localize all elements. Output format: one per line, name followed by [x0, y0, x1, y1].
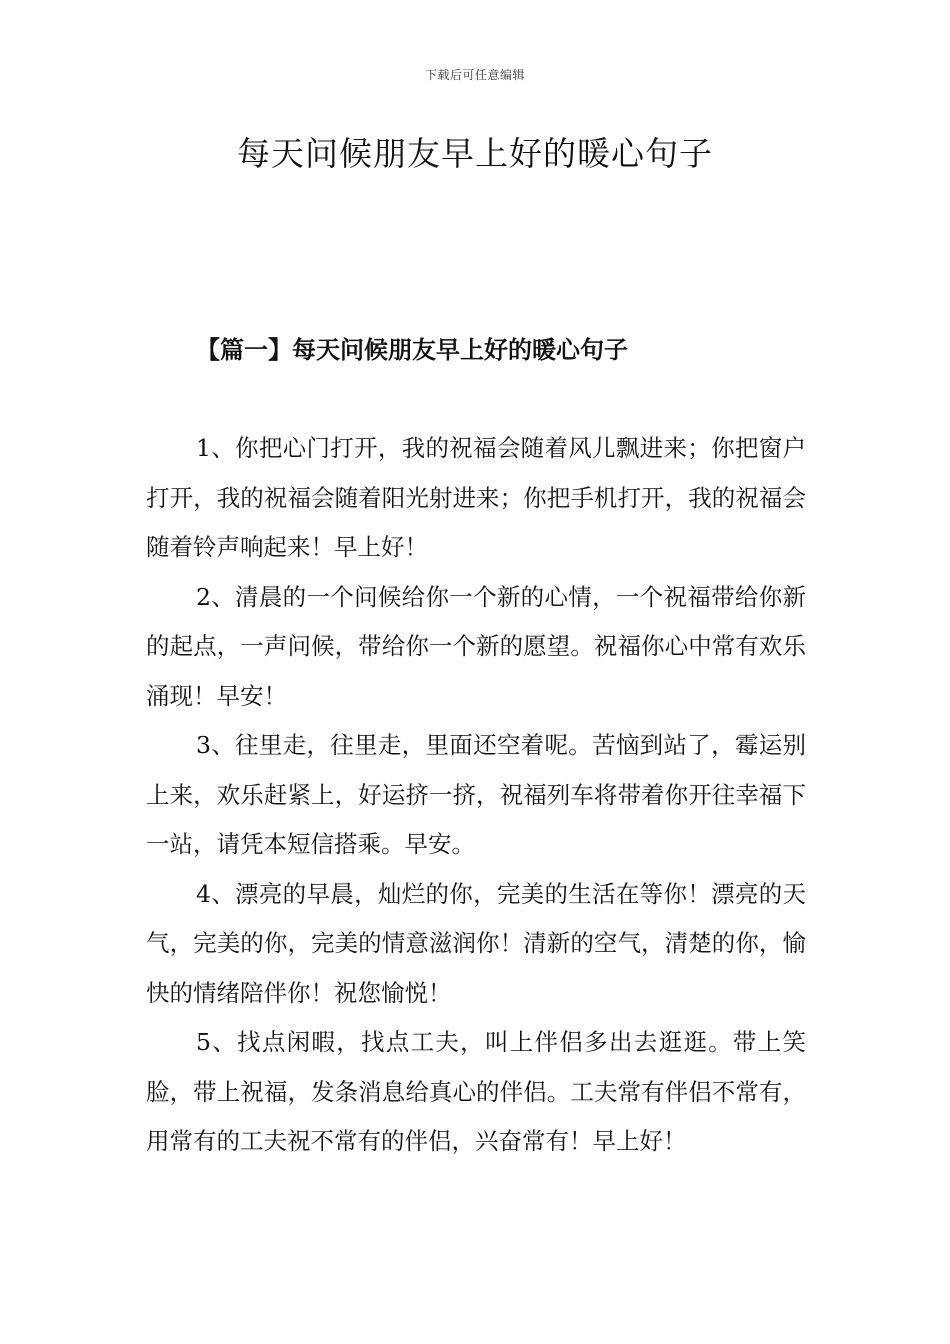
paragraph-5: 5、找点闲暇，找点工夫，叫上伴侣多出去逛逛。带上笑脸，带上祝福，发条消息给真心的伴侣。工夫常有伴侣不常有，用常有的工夫祝不常有的伴侣，兴奋常有！早上好！ [146, 1028, 806, 1155]
paragraph-2: 2、清晨的一个问候给你一个新的心情，一个祝福带给你新的起点，一声问候，带给你一个新的愿望。祝福你心中常有欢乐涌现！早安！ [146, 582, 806, 710]
document-title: 每天问候朋友早上好的暖心句子 [237, 134, 713, 173]
body-text [146, 424, 806, 1167]
paragraph-1: 1、你把心门打开，我的祝福会随着风儿飘进来；你把窗户打开，我的祝福会随着阳光射进来；你把手机打开，我的祝福会随着铃声响起来！早上好！ [146, 434, 806, 561]
header-note: 下载后可任意编辑 [424, 68, 525, 82]
section-heading: 【篇一】每天问候朋友早上好的暖心句子 [196, 335, 628, 364]
paragraph-3: 3、往里走，往里走，里面还空着呢。苦恼到站了，霉运别上来，欢乐赶紧上，好运挤一挤，祝福列车将带着你开往幸福下一站，请凭本短信搭乘。早安。 [146, 731, 806, 858]
paragraph-4: 4、漂亮的早晨，灿烂的你，完美的生活在等你！漂亮的天气，完美的你，完美的情意滋润你！清新的空气，清楚的你，愉快的情绪陪伴你！祝您愉悦！ [146, 879, 806, 1007]
